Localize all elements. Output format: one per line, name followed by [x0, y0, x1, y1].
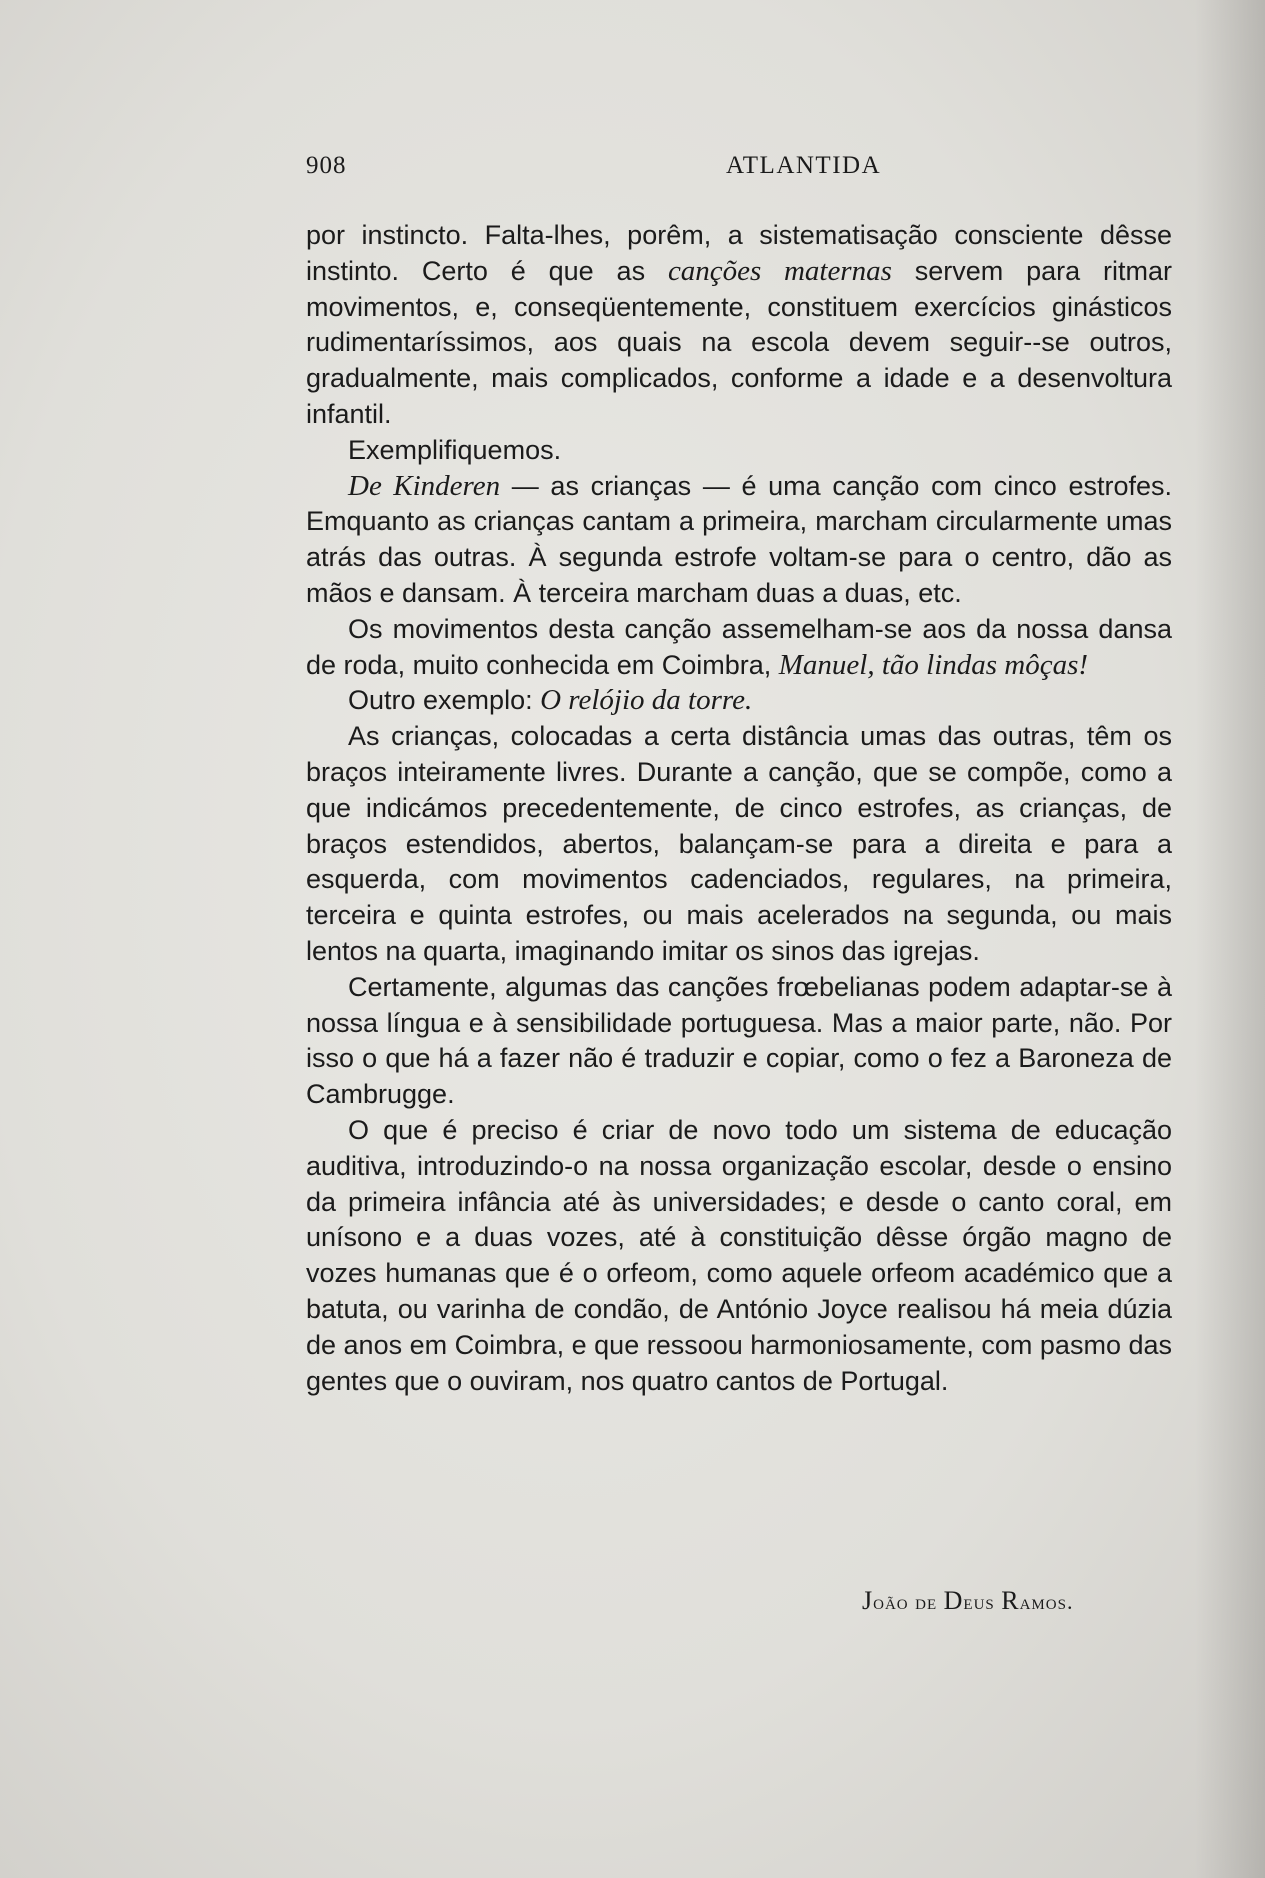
paragraph-1 [306, 218, 1172, 433]
signature-initial-r: R [1001, 1586, 1020, 1615]
page-number: 908 [306, 152, 347, 179]
paragraph-1-text-end: servem para ritmar movimentos, e, conseqüentemente, constituem exercícios ginásticos rudimentaríssimos, aos quais na escola devem seguir--se outros, gradualmente, mais complicados, conforme a idade e a desenvoltura infantil. [306, 255, 1172, 429]
running-title: ATLANTIDA [726, 152, 882, 179]
paragraph-3-text: — as crianças — é uma canção com cinco estrofes. Emquanto as crianças cantam a primeira, marcham circularmente umas atrás das outras. À segunda estrofe voltam-se para o centro, dão as mãos e dansam. À terceira marcham duas a duas, etc. [306, 470, 1172, 608]
paragraph-3-emphasis: De Kinderen [348, 469, 501, 502]
paragraph-2 [306, 433, 1172, 469]
paragraph-8 [306, 1113, 1172, 1399]
paragraph-1-emphasis: canções maternas [667, 254, 892, 287]
signature-ramos: amos. [1019, 1589, 1074, 1614]
paragraph-1-text: por instincto. Falta-lhes, porêm, a sistematisação consciente dêsse instinto. Certo é que as [306, 220, 1172, 286]
paragraph-7 [306, 970, 1172, 1113]
paragraph-5-text: Outro exemplo: [348, 685, 541, 716]
signature-joao: oão de [873, 1589, 944, 1614]
paragraph-6 [306, 719, 1172, 970]
paragraph-3 [306, 469, 1172, 612]
paragraph-6-text: As crianças, colocadas a certa distância umas das outras, têm os braços inteiramente livres. Durante a canção, que se compõe, como a que indicámos precedentemente, de cinco estrofes, as crianças, de braços estendidos, abertos, balançam-se para a direita e para a esquerda, com movimentos cadenciados, regulares, na primeira, terceira e quinta estrofes, ou mais acelerados na segunda, ou mais lentos na quarta, imaginando imitar os sinos das igrejas. [306, 721, 1172, 966]
page-edge-shadow [1195, 0, 1265, 1878]
signature-initial-d: D [943, 1586, 964, 1615]
paragraph-2-text: Exemplifiquemos. [348, 434, 562, 465]
paragraph-8-text: O que é preciso é criar de novo todo um sistema de educação auditiva, introduzindo-o na nossa organização escolar, desde o ensino da primeira infância até às universidades; e desde o canto coral, em unísono e a duas vozes, até à constituição dêsse órgão magno de vozes humanas que é o orfeom, como aquele orfeom académico que a batuta, ou varinha de condão, de António Joyce realisou há meia dúzia de anos em Coimbra, e que ressoou harmoniosamente, com pasmo das gentes que o ouviram, nos quatro cantos de Portugal. [306, 1114, 1172, 1396]
paragraph-5 [306, 683, 1172, 719]
paragraph-4 [306, 612, 1172, 684]
article-body [306, 218, 1172, 1399]
paragraph-4-text: Os movimentos desta canção assemelham-se aos da nossa dansa de roda, muito conhecida em Coimbra, [306, 613, 1172, 680]
signature-initial-j: J [862, 1586, 874, 1615]
paragraph-5-emphasis: O relójio da torre. [540, 684, 753, 717]
paragraph-4-emphasis: Manuel, tão lindas môças! [778, 648, 1089, 681]
page-header [306, 152, 1172, 186]
paragraph-7-text: Certamente, algumas das canções frœbelianas podem adaptar-se à nossa língua e à sensibilidade portuguesa. Mas a maior parte, não. Por isso o que há a fazer não é traduzir e copiar, como o fez a Baroneza de Cambrugge. [306, 971, 1172, 1110]
author-signature [862, 1586, 1073, 1616]
signature-deus: eus [963, 1589, 1002, 1614]
